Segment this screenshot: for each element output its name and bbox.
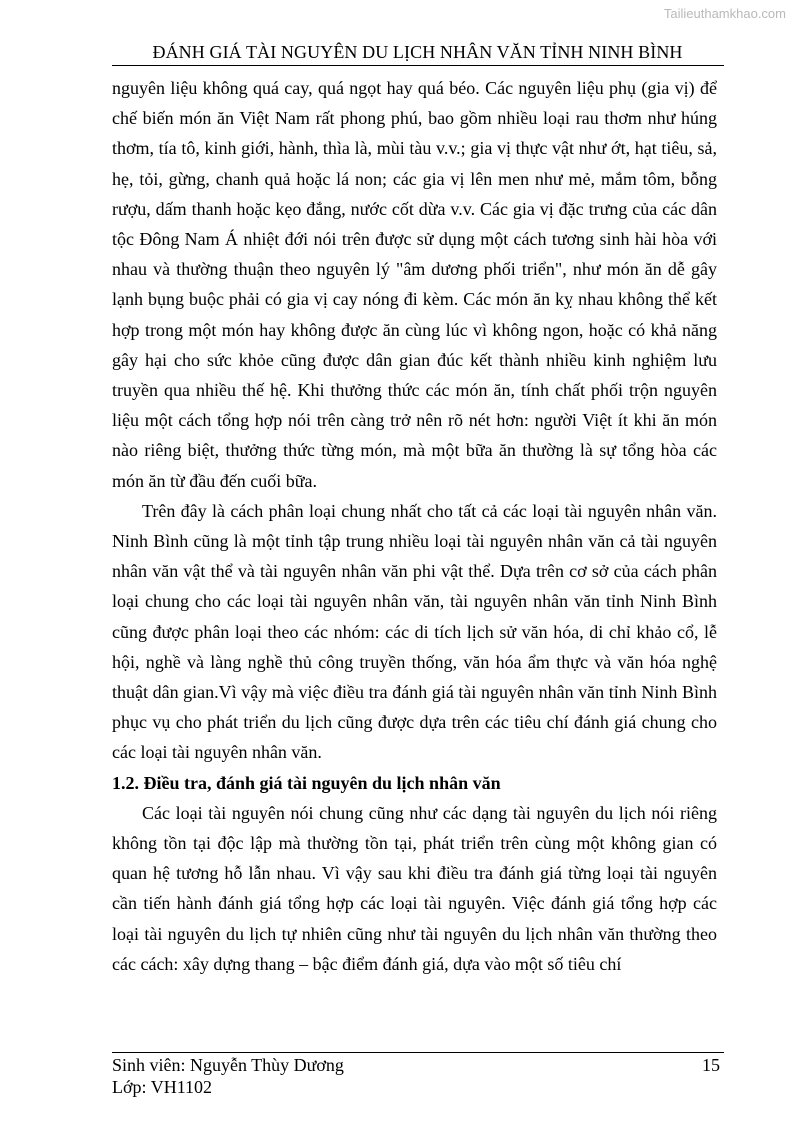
header-divider xyxy=(112,65,724,66)
section-heading: 1.2. Điều tra, đánh giá tài nguyên du lịch nhân văn xyxy=(112,772,501,793)
footer-student-name: Sinh viên: Nguyễn Thùy Dương xyxy=(112,1055,344,1075)
footer-class: Lớp: VH1102 xyxy=(112,1077,213,1097)
page-header-title: ĐÁNH GIÁ TÀI NGUYÊN DU LỊCH NHÂN VĂN TỈNH NINH BÌNH xyxy=(152,42,683,62)
page-number: 15 xyxy=(702,1055,720,1075)
page-footer xyxy=(112,1054,720,1098)
paragraph: nguyên liệu không quá cay, quá ngọt hay quá béo. Các nguyên liệu phụ (gia vị) để chế biến món ăn Việt Nam rất phong phú, bao gồm nhiều loại rau thơm như húng thơm, tía tô, kinh giới, hành, thìa là, mùi tàu v.v.; gia vị thực vật như ớt, hạt tiêu, sả, hẹ, tỏi, gừng, chanh quả hoặc lá non; các gia vị lên men như mẻ, mắm tôm, bỗng rượu, dấm thanh hoặc kẹo đắng, nước cốt dừa v.v. Các gia vị đặc trưng của các dân tộc Đông Nam Á nhiệt đới nói trên được sử dụng một cách tương sinh hài hòa với nhau và thường thuận theo nguyên lý "âm dương phối triển", như món ăn dễ gây lạnh bụng buộc phải có gia vị cay nóng đi kèm. Các món ăn kỵ nhau không thể kết hợp trong một món hay không được ăn cùng lúc vì không ngon, hoặc có khả năng gây hại cho sức khỏe cũng được dân gian đúc kết thành nhiều kinh nghiệm lưu truyền qua nhiều thế hệ. Khi thưởng thức các món ăn, tính chất phối trộn nguyên liệu một cách tổng hợp nói trên càng trở nên rõ nét hơn: người Việt ít khi ăn món nào riêng biệt, thưởng thức từng món, mà một bữa ăn thường là sự tổng hòa các món ăn từ đầu đến cuối bữa. xyxy=(112,78,717,491)
watermark: Tailieuthamkhao.com xyxy=(663,6,786,21)
paragraph: Trên đây là cách phân loại chung nhất cho tất cả các loại tài nguyên nhân văn. Ninh Bình cũng là một tỉnh tập trung nhiều loại tài nguyên nhân văn cả tài nguyên nhân văn vật thể và tài nguyên nhân văn phi vật thể. Dựa trên cơ sở của cách phân loại chung cho các loại tài nguyên nhân văn, tài nguyên nhân văn tỉnh Ninh Bình cũng được phân loại theo các nhóm: các di tích lịch sử văn hóa, di chỉ khảo cổ, lễ hội, nghề và làng nghề thủ công truyền thống, văn hóa ẩm thực và văn hóa nghệ thuật dân gian.Vì vậy mà việc điều tra đánh giá tài nguyên nhân văn tỉnh Ninh Bình phục vụ cho phát triển du lịch cũng được dựa trên các tiêu chí đánh giá chung cho các loại tài nguyên nhân văn. xyxy=(112,500,717,763)
footer-divider xyxy=(112,1052,724,1053)
paragraph: Các loại tài nguyên nói chung cũng như các dạng tài nguyên du lịch nói riêng không tồn tại độc lập mà thường tồn tại, phát triển trên cùng một không gian có quan hệ tương hỗ lẫn nhau. Vì vậy sau khi điều tra đánh giá từng loại tài nguyên cần tiến hành đánh giá tổng hợp các loại tài nguyên. Việc đánh giá tổng hợp các loại tài nguyên du lịch tự nhiên cũng như tài nguyên du lịch nhân văn thường theo các cách: xây dựng thang – bậc điểm đánh giá, dựa vào một số tiêu chí xyxy=(112,802,717,974)
document-body xyxy=(112,73,717,979)
